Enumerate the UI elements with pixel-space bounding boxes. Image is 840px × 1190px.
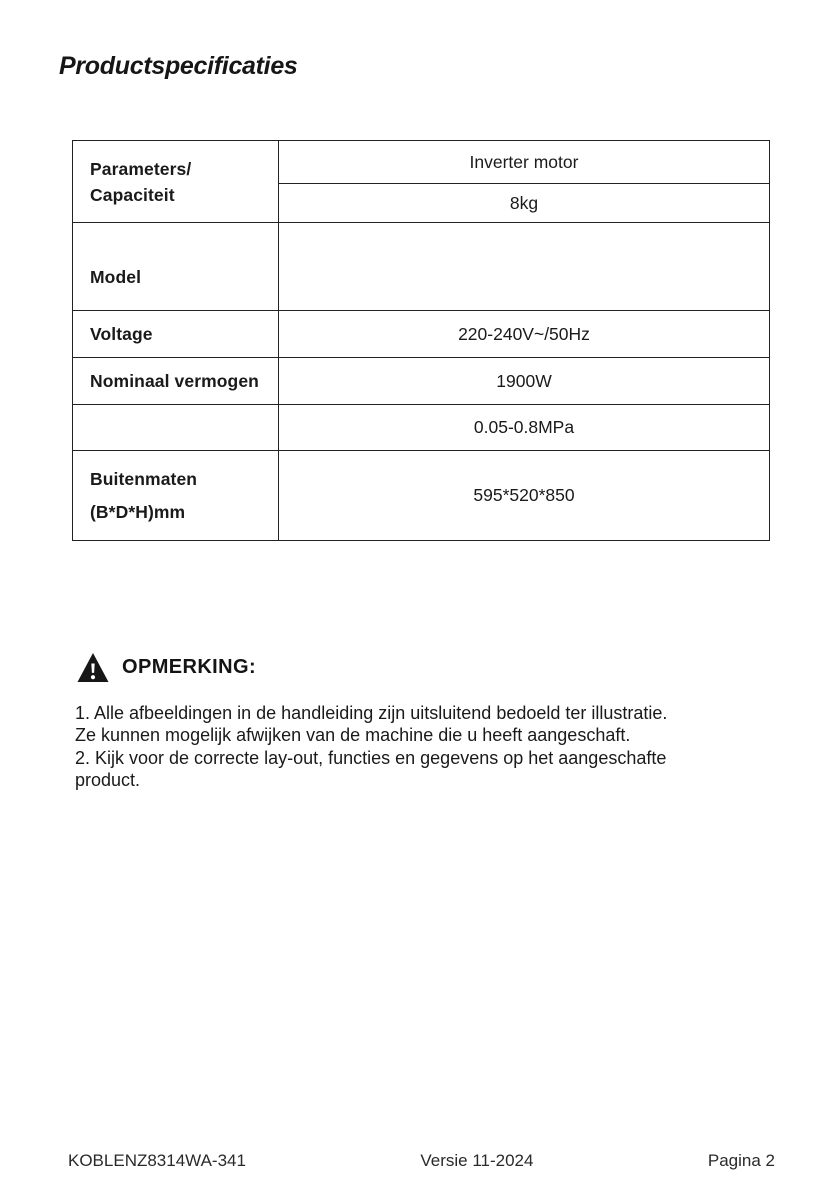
param-header-line2: Capaciteit bbox=[90, 184, 175, 205]
note-line: product. bbox=[75, 770, 141, 791]
motor-type-cell: Inverter motor bbox=[279, 141, 770, 184]
dimensions-value-cell: 595*520*850 bbox=[279, 451, 770, 541]
page-title: Productspecificaties bbox=[59, 52, 298, 80]
note-heading-label: OPMERKING: bbox=[122, 656, 256, 678]
table-row bbox=[73, 451, 770, 541]
voltage-value-cell: 220-240V~/50Hz bbox=[279, 311, 770, 358]
note-line: 1. Alle afbeeldingen in de handleiding zijn uitsluitend bedoeld ter illustratie. bbox=[75, 703, 668, 723]
pressure-value-cell: 0.05-0.8MPa bbox=[279, 405, 770, 451]
spec-table bbox=[72, 140, 770, 541]
param-header-line1: Parameters/ bbox=[90, 158, 192, 179]
model-value-cell bbox=[279, 223, 770, 311]
table-row bbox=[73, 311, 770, 358]
footer-page-number: Pagina 2 bbox=[707, 1151, 775, 1170]
warning-icon bbox=[76, 651, 110, 684]
power-label-cell: Nominaal vermogen bbox=[73, 358, 279, 405]
footer-document-code: KOBLENZ8314WA-341 bbox=[68, 1151, 246, 1170]
capacity-cell: 8kg bbox=[279, 184, 770, 223]
note-line: 2. Kijk voor de correcte lay-out, functies en gegevens op het aangeschafte bbox=[75, 747, 667, 768]
pressure-label-cell bbox=[73, 405, 279, 451]
dimensions-label-line1: Buitenmaten bbox=[90, 468, 198, 489]
footer-version: Versie 11-2024 bbox=[420, 1151, 534, 1170]
note-line: Ze kunnen mogelijk afwijken van de machine die u heeft aangeschaft. bbox=[75, 725, 631, 746]
note-heading bbox=[76, 651, 256, 684]
table-row bbox=[73, 223, 770, 311]
model-label-cell: Model bbox=[73, 223, 279, 311]
table-row bbox=[73, 358, 770, 405]
voltage-label-cell: Voltage bbox=[73, 311, 279, 358]
table-row bbox=[73, 405, 770, 451]
dimensions-label-line2: (B*D*H)mm bbox=[90, 501, 186, 522]
power-value-cell: 1900W bbox=[279, 358, 770, 405]
page-footer bbox=[68, 1151, 775, 1171]
note-body bbox=[75, 702, 775, 792]
dimensions-label-cell bbox=[73, 451, 279, 541]
param-header-cell bbox=[73, 141, 279, 223]
table-row bbox=[73, 141, 770, 184]
